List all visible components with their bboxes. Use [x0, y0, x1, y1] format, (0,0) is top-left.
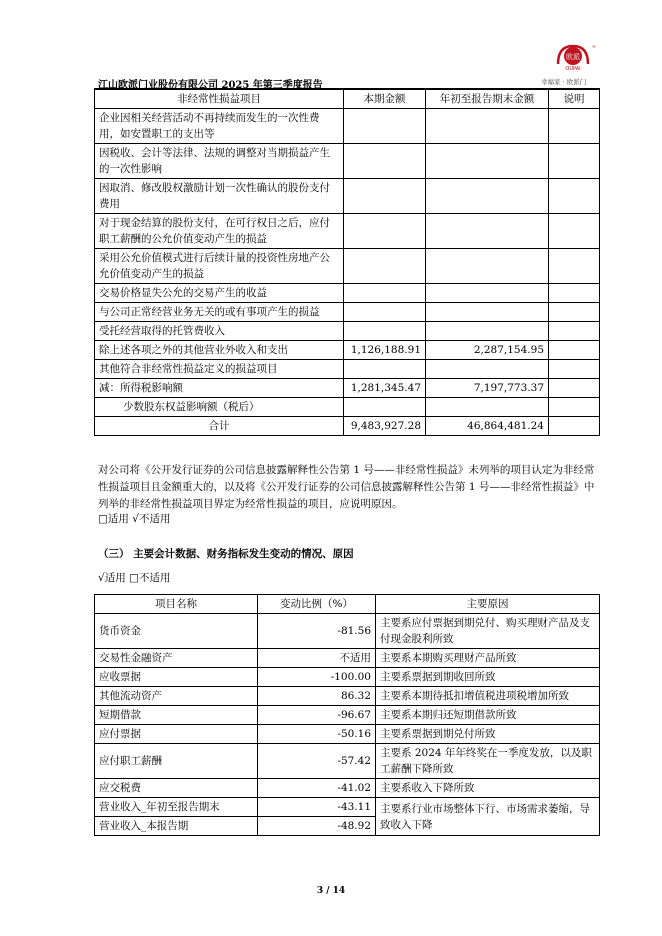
- note-cell: [549, 379, 600, 398]
- reason-cell: 主要系本期归还短期借款所致: [376, 706, 600, 725]
- ytd-amount-cell: [426, 322, 549, 341]
- col-header-ratio: 变动比例（%）: [258, 595, 376, 614]
- item-name-cell: 应付职工薪酬: [95, 744, 258, 779]
- table-row: [95, 614, 600, 649]
- total-ytd-cell: 46,864,481.24: [426, 417, 549, 436]
- col-header-ytd: 年初至报告期末金额: [426, 90, 549, 109]
- table-row: [95, 109, 600, 144]
- reason-cell: 主要系 2024 年年终奖在一季度发放，以及职工薪酬下降所致: [376, 744, 600, 779]
- note-cell: [549, 109, 600, 144]
- current-amount-cell: 1,281,345.47: [344, 379, 426, 398]
- ytd-amount-cell: 7,197,773.37: [426, 379, 549, 398]
- table-row: [95, 341, 600, 360]
- table-row: [95, 303, 600, 322]
- reason-cell: 主要系收入下降所致: [376, 779, 600, 798]
- current-amount-cell: [344, 144, 426, 179]
- ytd-amount-cell: [426, 109, 549, 144]
- note-cell: [549, 360, 600, 379]
- change-ratio-cell: -57.42: [258, 744, 376, 779]
- col-header-reason: 主要原因: [376, 595, 600, 614]
- reason-cell: 主要系票据到期兑付所致: [376, 725, 600, 744]
- table-row: [95, 706, 600, 725]
- change-ratio-cell: 86.32: [258, 687, 376, 706]
- item-name-cell: 应交税费: [95, 779, 258, 798]
- total-label-cell: 合计: [95, 417, 344, 436]
- logo-sub-text: OUPAI: [565, 66, 581, 72]
- item-name-cell: 其他流动资产: [95, 687, 258, 706]
- note-cell: [549, 214, 600, 249]
- table-header-row: [95, 595, 600, 614]
- item-name-cell: 交易性金融资产: [95, 649, 258, 668]
- current-amount-cell: [344, 303, 426, 322]
- item-name-cell: 应付票据: [95, 725, 258, 744]
- item-name-cell: 少数股东权益影响额（税后）: [95, 398, 344, 417]
- item-name-cell: 对于现金结算的股份支付，在可行权日之后，应付职工薪酬的公允价值变动产生的损益: [95, 214, 344, 249]
- reason-cell: 主要系本期购买理财产品所致: [376, 649, 600, 668]
- item-name-cell: 应收票据: [95, 668, 258, 687]
- table-row: [95, 744, 600, 779]
- ytd-amount-cell: [426, 214, 549, 249]
- note-cell: [549, 341, 600, 360]
- logo-mark-text: 欧派: [566, 53, 580, 61]
- table-row: [95, 379, 600, 398]
- applicability-checkbox-2: √适用 □不适用: [98, 572, 171, 584]
- report-header-title: 江山欧派门业股份有限公司 2025 年第三季度报告: [98, 80, 323, 91]
- brand-slogan: 幸福家 · 欧派门: [541, 78, 587, 86]
- current-amount-cell: [344, 249, 426, 284]
- item-name-cell: 采用公允价值模式进行后续计量的投资性房地产公允价值变动产生的损益: [95, 249, 344, 284]
- change-ratio-cell: -81.56: [258, 614, 376, 649]
- table-row: [95, 249, 600, 284]
- table-row: [95, 687, 600, 706]
- svg-text:®: ®: [592, 44, 596, 49]
- table-header-row: [95, 90, 600, 109]
- changes-table: [94, 594, 600, 836]
- change-ratio-cell: 不适用: [258, 649, 376, 668]
- item-name-cell: 短期借款: [95, 706, 258, 725]
- total-row: [95, 417, 600, 436]
- company-logo: [548, 42, 598, 72]
- table-row: [95, 144, 600, 179]
- current-amount-cell: [344, 398, 426, 417]
- current-amount-cell: [344, 284, 426, 303]
- col-header-name: 项目名称: [95, 595, 258, 614]
- ytd-amount-cell: [426, 303, 549, 322]
- explanation-paragraph: 对公司将《公开发行证券的公司信息披露解释性公告第 1 号——非经常性损益》未列举的项目认定为非经常性损益项目且金额重大的，以及将《公开发行证券的公司信息披露解释性公告第 1 号——非经常性损益》中列举的非经常性损益项目界定为经常性损益的项目，应说明原因。: [98, 464, 595, 510]
- reason-cell: 主要系本期待抵扣增值税进项税增加所致: [376, 687, 600, 706]
- applicability-checkbox-1: □适用 √不适用: [98, 513, 171, 525]
- table-row: [95, 360, 600, 379]
- item-name-cell: 交易价格显失公允的交易产生的收益: [95, 284, 344, 303]
- reason-cell: 主要系票据到期收回所致: [376, 668, 600, 687]
- table-row: [95, 214, 600, 249]
- item-name-cell: 减：所得税影响额: [95, 379, 344, 398]
- ytd-amount-cell: 2,287,154.95: [426, 341, 549, 360]
- note-cell: [549, 144, 600, 179]
- change-ratio-cell: -48.92: [258, 817, 376, 836]
- table-row: [95, 798, 600, 817]
- reason-cell: 主要系行业市场整体下行、市场需求萎缩，导致收入下降: [376, 798, 600, 836]
- current-amount-cell: [344, 322, 426, 341]
- current-amount-cell: [344, 109, 426, 144]
- current-amount-cell: [344, 360, 426, 379]
- table-row: [95, 668, 600, 687]
- note-cell: [549, 398, 600, 417]
- note-cell: [549, 249, 600, 284]
- ytd-amount-cell: [426, 284, 549, 303]
- table-row: [95, 322, 600, 341]
- col-header-current: 本期金额: [344, 90, 426, 109]
- table-row: [95, 779, 600, 798]
- item-name-cell: 因取消、修改股权激励计划一次性确认的股份支付费用: [95, 179, 344, 214]
- note-cell: [549, 284, 600, 303]
- ytd-amount-cell: [426, 398, 549, 417]
- ytd-amount-cell: [426, 179, 549, 214]
- item-name-cell: 受托经营取得的托管费收入: [95, 322, 344, 341]
- reason-cell: 主要系应付票据到期兑付、购买理财产品及支付现金股利所致: [376, 614, 600, 649]
- page-number: 3 / 14: [316, 886, 346, 896]
- note-cell: [549, 303, 600, 322]
- change-ratio-cell: -96.67: [258, 706, 376, 725]
- table-row: [95, 649, 600, 668]
- current-amount-cell: 1,126,188.91: [344, 341, 426, 360]
- table-row: [95, 179, 600, 214]
- table-row: [95, 725, 600, 744]
- change-ratio-cell: -100.00: [258, 668, 376, 687]
- item-name-cell: 与公司正常经营业务无关的或有事项产生的损益: [95, 303, 344, 322]
- ytd-amount-cell: [426, 360, 549, 379]
- change-ratio-cell: -43.11: [258, 798, 376, 817]
- table-row: [95, 284, 600, 303]
- change-ratio-cell: -41.02: [258, 779, 376, 798]
- item-name-cell: 营业收入_年初至报告期末: [95, 798, 258, 817]
- note-cell: [549, 179, 600, 214]
- item-name-cell: 因税收、会计等法律、法规的调整对当期损益产生的一次性影响: [95, 144, 344, 179]
- current-amount-cell: [344, 179, 426, 214]
- col-header-item: 非经常性损益项目: [95, 90, 344, 109]
- total-current-cell: 9,483,927.28: [344, 417, 426, 436]
- section-3-title: （三） 主要会计数据、财务指标发生变动的情况、原因: [98, 548, 354, 560]
- ytd-amount-cell: [426, 249, 549, 284]
- non-recurring-items-table: [94, 89, 600, 436]
- item-name-cell: 货币资金: [95, 614, 258, 649]
- col-header-note: 说明: [549, 90, 600, 109]
- item-name-cell: 企业因相关经营活动不再持续而发生的一次性费用，如安置职工的支出等: [95, 109, 344, 144]
- change-ratio-cell: -50.16: [258, 725, 376, 744]
- table-row: [95, 398, 600, 417]
- current-amount-cell: [344, 214, 426, 249]
- item-name-cell: 其他符合非经常性损益定义的损益项目: [95, 360, 344, 379]
- ytd-amount-cell: [426, 144, 549, 179]
- total-note-cell: [549, 417, 600, 436]
- item-name-cell: 除上述各项之外的其他营业外收入和支出: [95, 341, 344, 360]
- note-cell: [549, 322, 600, 341]
- item-name-cell: 营业收入_本报告期: [95, 817, 258, 836]
